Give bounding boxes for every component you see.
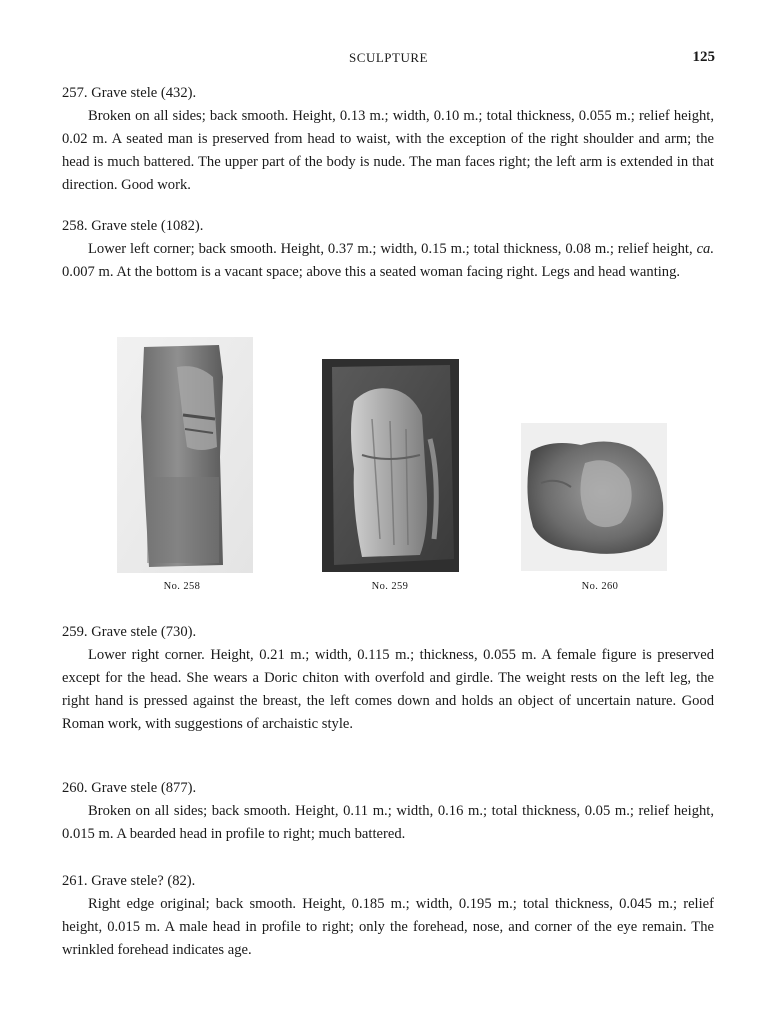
- plate-caption-259: No. 259: [371, 581, 409, 592]
- page-number: 125: [692, 49, 715, 65]
- entry-title: 261. Grave stele? (82).: [62, 873, 196, 889]
- entry-body: Right edge original; back smooth. Height, 0.185 m.; width, 0.195 m.; total thickness, 0.045 m.; relief height, 0.015 m. A male head in profile to right; only the forehead, nose, and corner of the eye remain. The wrinkled forehead indicates age.: [62, 896, 714, 958]
- entry-body: Broken on all sides; back smooth. Height, 0.11 m.; width, 0.16 m.; total thickness, 0.05 m.; relief height, 0.015 m. A bearded head in profile to right; much battered.: [62, 803, 714, 842]
- running-title: SCULPTURE: [349, 50, 428, 65]
- entry-title: 258. Grave stele (1082).: [62, 218, 204, 234]
- entry-title: 257. Grave stele (432).: [62, 85, 197, 101]
- plate-caption-258: No. 258: [163, 581, 201, 592]
- stele-photo-259: [322, 359, 459, 572]
- plate-caption-260: No. 260: [581, 581, 619, 592]
- stele-photo-260: [521, 423, 667, 571]
- catalogue-entry-261: [62, 870, 714, 962]
- entry-body: Lower right corner. Height, 0.21 m.; width, 0.115 m.; thickness, 0.055 m. A female figure is preserved except for the head. She wears a Doric chiton with overfold and girdle. The weight rests on the left leg, the right hand is pressed against the breast, the left comes down and holds an object of uncertain nature. Good Roman work, with suggestions of archaistic style.: [62, 647, 714, 732]
- catalogue-entry-258: [62, 215, 714, 284]
- entry-body: Broken on all sides; back smooth. Height, 0.13 m.; width, 0.10 m.; total thickness, 0.055 m.; relief height, 0.02 m. A seated man is preserved from head to waist, with the exception of the right shoulder and arm; the head is much battered. The upper part of the body is nude. The man faces right; the left arm is extended in that direction. Good work.: [62, 108, 714, 193]
- catalogue-entry-260: [62, 777, 714, 846]
- entry-body: Lower left corner; back smooth. Height, 0.37 m.; width, 0.15 m.; total thickness, 0.08 m.; relief height, ca. 0.007 m. At the bottom is a vacant space; above this a seated woman facing right. Legs and head wanting.: [62, 241, 714, 280]
- plate-no-260: [521, 423, 667, 571]
- catalogue-entry-259: [62, 621, 714, 736]
- catalogue-entry-257: [62, 82, 714, 197]
- plate-no-259: [322, 359, 459, 572]
- running-head: [62, 50, 715, 70]
- entry-title: 260. Grave stele (877).: [62, 780, 197, 796]
- plate-no-258: [117, 337, 253, 573]
- abbreviation-circa: ca.: [696, 241, 714, 257]
- entry-title: 259. Grave stele (730).: [62, 624, 197, 640]
- stele-photo-258: [117, 337, 253, 573]
